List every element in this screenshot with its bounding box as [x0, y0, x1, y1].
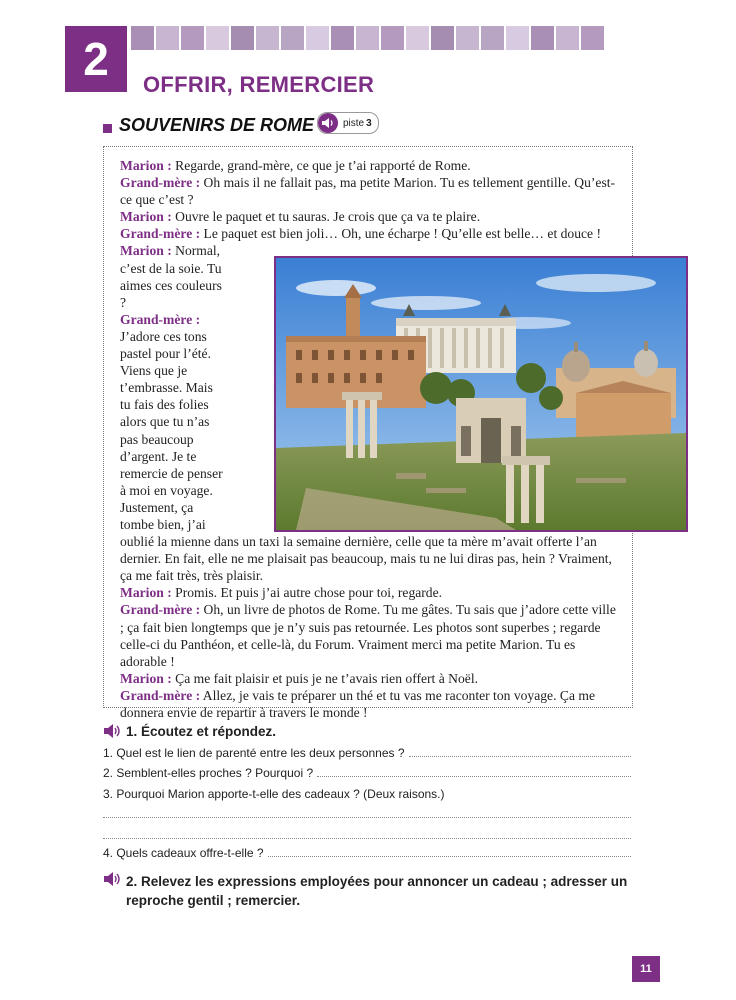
- dialogue-line: [120, 208, 620, 225]
- decorative-square: [356, 26, 379, 50]
- answer-line[interactable]: [103, 838, 631, 839]
- decorative-square: [331, 26, 354, 50]
- section-bullet: [103, 124, 112, 133]
- line-text: Promis. Et puis j’ai autre chose pour toi, regarde.: [171, 585, 443, 601]
- decorative-square: [481, 26, 504, 50]
- line-text: Regarde, grand-mère, ce que je t’ai rapporté de Rome.: [171, 158, 471, 173]
- decorative-square: [181, 26, 204, 50]
- speaker-name: Grand-mère :: [120, 226, 201, 242]
- speaker-name: Marion :: [120, 158, 172, 173]
- speaker-icon: [318, 113, 338, 133]
- decorative-square: [156, 26, 179, 50]
- question-4: [103, 846, 631, 860]
- audio-icon[interactable]: [103, 724, 121, 741]
- line-text: J’adore ces tons pastel pour l’été. Viens que je t’embrasse. Mais tu fais des folies alors que tu n’as pas beaucoup d’argent. Je te remercie de penser à moi en voyage. Justement, ça tombe bien, j’ai oublié la mienne dans un taxi la semaine dernière, celle que ta mère m’avait offerte l’an dernier. En fait, elle ne me plaisait pas beaucoup, mais tu ne lui diras pas, hein ? Vraiment, ça me fait très, très plaisir.: [120, 328, 612, 584]
- exercise-1-title: 1. Écoutez et répondez.: [126, 724, 277, 739]
- exercise-2: [103, 872, 633, 910]
- question-4-text: 4. Quels cadeaux offre-t-elle ?: [103, 846, 264, 860]
- line-text: Normal, c’est de la soie. Tu aimes ces couleurs ?: [120, 243, 222, 310]
- dialogue-line: [120, 670, 620, 687]
- speaker-name: Grand-mère :: [120, 602, 201, 618]
- audio-track-label: piste: [343, 117, 365, 129]
- decorative-square: [231, 26, 254, 50]
- section-title: SOUVENIRS DE ROME: [119, 115, 315, 135]
- decorative-square: [131, 26, 154, 50]
- question-3-text: 3. Pourquoi Marion apporte-t-elle des cadeaux ? (Deux raisons.): [103, 787, 445, 801]
- dialogue-line: [120, 584, 620, 601]
- decorative-square: [406, 26, 429, 50]
- decorative-square: [381, 26, 404, 50]
- speaker-name: Marion :: [120, 209, 172, 225]
- line-text: Le paquet est bien joli… Oh, une écharpe ! Qu’elle est belle… et douce !: [200, 226, 602, 242]
- dialogue-line: [120, 157, 620, 174]
- exercise-2-title: 2. Relevez les expressions employées pour annoncer un cadeau ; adresser un reproche gentil ; remercier.: [126, 874, 628, 908]
- speaker-name: Grand-mère :: [120, 311, 201, 327]
- audio-icon[interactable]: [103, 872, 121, 889]
- question-1: [103, 746, 631, 760]
- dialogue-line: [120, 601, 620, 669]
- answer-line[interactable]: [268, 856, 631, 857]
- line-text: Ouvre le paquet et tu sauras. Je crois que ça va te plaire.: [171, 209, 481, 225]
- decorative-square: [456, 26, 479, 50]
- line-text: Oh, un livre de photos de Rome. Tu me gâtes. Tu sais que j’adore cette ville ; ça fait bien longtemps que je n’y suis pas retournée. Les photos sont superbes ; regarde celle-ci du Panthéon, et celle-là, du Forum. Vraiment merci ma petite Marion. Tu es adorable !: [120, 602, 616, 669]
- chapter-number: 2: [65, 26, 127, 92]
- question-1-text: 1. Quel est le lien de parenté entre les deux personnes ?: [103, 746, 405, 760]
- decorative-square: [506, 26, 529, 50]
- line-text: Ça me fait plaisir et puis je ne t’avais rien offert à Noël.: [171, 670, 478, 686]
- speaker-name: Grand-mère :: [120, 175, 201, 191]
- decorative-square: [206, 26, 229, 50]
- decorative-square: [281, 26, 304, 50]
- line-text: Allez, je vais te préparer un thé et tu vas me raconter ton voyage. Ça me donnera envie de repartir à travers le monde !: [120, 687, 595, 720]
- question-3: [103, 787, 631, 801]
- speaker-name: Marion :: [120, 585, 172, 601]
- decorative-square: [431, 26, 454, 50]
- answer-line[interactable]: [409, 756, 631, 757]
- dialogue-line: [120, 225, 620, 242]
- decorative-square: [556, 26, 579, 50]
- dialogue-line: [120, 687, 620, 721]
- rome-forum-photo: [274, 256, 688, 532]
- page-number: 11: [632, 956, 660, 982]
- decorative-squares: [131, 26, 604, 50]
- speaker-name: Marion :: [120, 243, 172, 259]
- question-2: [103, 766, 631, 780]
- exercise-1: [103, 724, 276, 741]
- audio-track-button[interactable]: [317, 112, 379, 134]
- speaker-name: Marion :: [120, 670, 172, 686]
- decorative-square: [306, 26, 329, 50]
- speaker-name: Grand-mère :: [120, 687, 201, 703]
- decorative-square: [581, 26, 604, 50]
- answer-line[interactable]: [317, 776, 631, 777]
- answer-line[interactable]: [103, 817, 631, 818]
- dialogue-line: [120, 174, 620, 208]
- audio-track-number: 3: [366, 117, 372, 129]
- decorative-square: [531, 26, 554, 50]
- chapter-title: OFFRIR, REMERCIER: [143, 72, 375, 97]
- line-text: Oh mais il ne fallait pas, ma petite Marion. Tu es tellement gentille. Qu’est-ce que c’est ?: [120, 175, 616, 208]
- question-2-text: 2. Semblent-elles proches ? Pourquoi ?: [103, 766, 314, 780]
- decorative-square: [256, 26, 279, 50]
